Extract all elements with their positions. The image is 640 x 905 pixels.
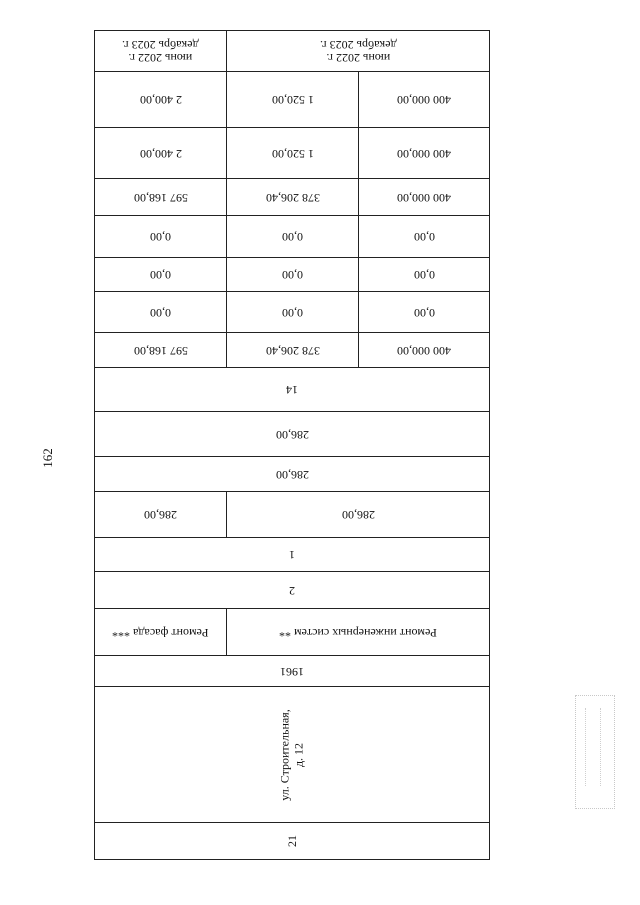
table-cell: 400 000,00 <box>397 343 451 358</box>
table-cell: 286,00 <box>144 508 177 522</box>
table-cell: 2 400,00 <box>139 92 182 107</box>
address-cell <box>94 687 490 822</box>
address-line: д. 12 <box>291 742 306 767</box>
table-cell: 286,00 <box>275 427 309 442</box>
table-row <box>94 368 490 412</box>
table-row <box>94 71 490 128</box>
table-cell: 400 000,00 <box>397 190 451 205</box>
table-cell: 400 000,00 <box>397 92 451 107</box>
table-cell: 2 <box>289 583 295 598</box>
table-cell: 1 <box>289 548 295 562</box>
table-cell: 21 <box>285 835 299 847</box>
table-row <box>94 292 490 333</box>
page-number: 162 <box>40 448 55 468</box>
table-row-header <box>94 30 490 72</box>
table-cell: 0,00 <box>413 268 435 282</box>
table-cell: 1 520,00 <box>271 92 314 107</box>
table-cell: 378 206,40 <box>265 190 320 205</box>
table-row <box>94 538 490 572</box>
header-text: июнь 2022 г. <box>128 51 193 65</box>
table-row <box>94 128 490 179</box>
table-row <box>94 609 490 656</box>
table-cell: 286,00 <box>275 467 309 482</box>
address-line: ул. Строительная, <box>277 708 292 801</box>
header-cell-period <box>94 31 226 71</box>
table-cell: 0,00 <box>150 230 171 244</box>
table-cell: 0,00 <box>150 268 171 282</box>
header-text: декабрь 2023 г. <box>122 38 199 52</box>
scan-artifact <box>575 695 615 809</box>
table-cell: 400 000,00 <box>397 146 451 161</box>
table-row <box>94 179 490 216</box>
table-row <box>94 216 490 258</box>
table-row <box>94 412 490 457</box>
table-cell: 0,00 <box>413 230 435 244</box>
table-row <box>94 492 490 538</box>
table-row <box>94 333 490 368</box>
table-cell: 2 400,00 <box>139 146 182 161</box>
header-text: июнь 2022 г. <box>326 51 390 65</box>
table-cell: Ремонт фасада *** <box>112 625 209 640</box>
header-text: декабрь 2023 г. <box>319 38 397 52</box>
table-cell: 0,00 <box>413 305 435 320</box>
table-cell: 1961 <box>280 664 304 679</box>
table-cell: 0,00 <box>150 305 171 320</box>
table-cell: 0,00 <box>282 230 303 244</box>
header-cell-period <box>226 31 490 71</box>
table-row <box>94 656 490 687</box>
table-cell: Ремонт инженерных систем ** <box>279 625 437 640</box>
table-row <box>94 572 490 609</box>
table-row <box>94 687 490 823</box>
table-cell: 597 168,00 <box>133 343 188 358</box>
table-cell: 14 <box>286 383 298 397</box>
table-row <box>94 258 490 292</box>
table-cell: 0,00 <box>282 268 303 282</box>
table-cell: 378 206,40 <box>265 343 320 358</box>
table-cell: 286,00 <box>341 508 375 522</box>
data-table <box>94 30 490 860</box>
table-cell: 1 520,00 <box>271 146 314 161</box>
table-row <box>94 823 490 860</box>
table-row <box>94 457 490 492</box>
table-cell: 597 168,00 <box>133 190 188 205</box>
table-cell: 0,00 <box>282 305 303 320</box>
